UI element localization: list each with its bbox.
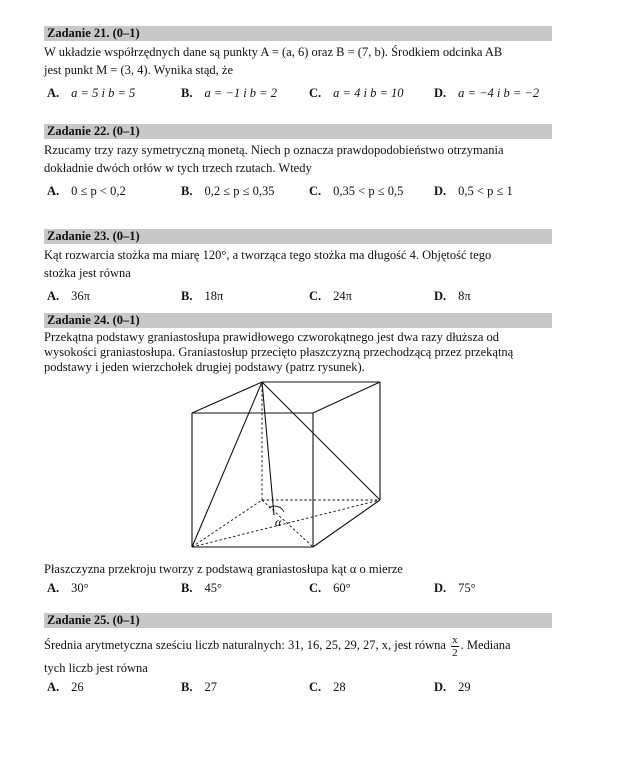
task-21: [44, 26, 552, 103]
task-title: Zadanie 24. (0–1): [44, 313, 552, 328]
answer-options: [44, 181, 552, 201]
option-a[interactable]: A. 0 ≤ p < 0,2: [47, 184, 126, 198]
prism-edge: [313, 500, 380, 547]
option-b[interactable]: B. a = −1 i b = 2: [181, 86, 277, 100]
option-d[interactable]: D. 8π: [434, 289, 471, 303]
task-text: [44, 246, 552, 282]
task-23: [44, 229, 552, 306]
task-text-line: Rzucamy trzy razy symetryczną monetą. Niech p oznacza prawdopodobieństwo otrzymania: [44, 143, 504, 157]
task-text-line: stożka jest równa: [44, 266, 131, 280]
option-b[interactable]: B. 0,2 ≤ p ≤ 0,35: [181, 184, 275, 198]
task-24: [44, 313, 552, 375]
answer-options: [44, 677, 552, 697]
option-b[interactable]: B. 27: [181, 679, 217, 694]
option-a[interactable]: A. 36π: [47, 289, 90, 303]
task-25: [44, 613, 552, 697]
task-title: Zadanie 22. (0–1): [44, 124, 552, 139]
task-text: [44, 330, 552, 375]
task-text-line: tych liczb jest równa: [44, 660, 148, 675]
task-text-line: wysokości graniastosłupa. Graniastosłup przecięto płaszczyzną przechodzącą przez przekątną: [44, 345, 514, 359]
prism-edge: [313, 382, 380, 413]
prism-figure: [180, 375, 390, 553]
angle-label: α: [275, 515, 282, 529]
section-edge: [192, 382, 262, 547]
option-a[interactable]: A. 30°: [47, 581, 89, 595]
option-a[interactable]: A. a = 5 i b = 5: [47, 86, 136, 100]
answer-options: [44, 578, 552, 598]
prism-edge: [192, 382, 262, 413]
task-text-line: Kąt rozwarcia stożka ma miarę 120°, a tworząca tego stożka ma długość 4. Objętość tego: [44, 248, 492, 262]
task-text: [44, 141, 552, 177]
task-text-line: jest punkt M = (3, 4). Wynika stąd, że: [44, 63, 234, 77]
task-text-line: Płaszczyzna przekroju tworzy z podstawą graniastosłupa kąt α o mierze: [44, 562, 403, 576]
task-24-question: [44, 558, 552, 598]
option-a[interactable]: A. 26: [47, 679, 84, 694]
option-c[interactable]: C. 24π: [309, 289, 352, 303]
answer-options: [44, 286, 552, 306]
option-c[interactable]: C. 28: [309, 679, 346, 694]
option-d[interactable]: D. 0,5 < p ≤ 1: [434, 184, 513, 198]
task-text: [44, 43, 552, 79]
task-text-line: dokładnie dwóch orłów w tych trzech rzutach. Wtedy: [44, 161, 312, 175]
task-text-line: Średnia arytmetyczna sześciu liczb naturalnych: 31, 16, 25, 29, 27, x, jest równa: [44, 638, 446, 652]
option-c[interactable]: C. 60°: [309, 581, 351, 595]
task-title: Zadanie 21. (0–1): [44, 26, 552, 41]
task-title: Zadanie 25. (0–1): [44, 613, 552, 628]
option-d[interactable]: D. a = −4 i b = −2: [434, 86, 540, 100]
option-d[interactable]: D. 29: [434, 679, 471, 694]
task-text-line: W układzie współrzędnych dane są punkty A = (a, 6) oraz B = (7, b). Środkiem odcinka AB: [44, 45, 503, 59]
option-d[interactable]: D. 75°: [434, 581, 476, 595]
option-b[interactable]: B. 45°: [181, 581, 222, 595]
task-22: [44, 124, 552, 201]
task-text-line: Przekątna podstawy graniastosłupa prawidłowego czworokątnego jest dwa razy dłuższa od: [44, 330, 500, 344]
option-c[interactable]: C. 0,35 < p ≤ 0,5: [309, 184, 404, 198]
section-edge: [262, 382, 380, 500]
task-text-line: podstawy i jeden wierzchołek drugiej podstawy (patrz rysunek).: [44, 360, 365, 374]
angle-arc: [269, 506, 284, 512]
task-title: Zadanie 23. (0–1): [44, 229, 552, 244]
task-text: Średnia arytmetyczna sześciu liczb naturalnych: 31, 16, 25, 29, 27, x, jest równa $\frac{x}{2}$ . Mediana: [44, 633, 511, 659]
base-diagonal: [192, 500, 380, 547]
answer-options: [44, 83, 552, 103]
fraction: $\frac{x}{2}$: [452, 633, 458, 659]
option-b[interactable]: B. 18π: [181, 289, 224, 303]
option-c[interactable]: C. a = 4 i b = 10: [309, 86, 404, 100]
section-height: [262, 382, 274, 515]
